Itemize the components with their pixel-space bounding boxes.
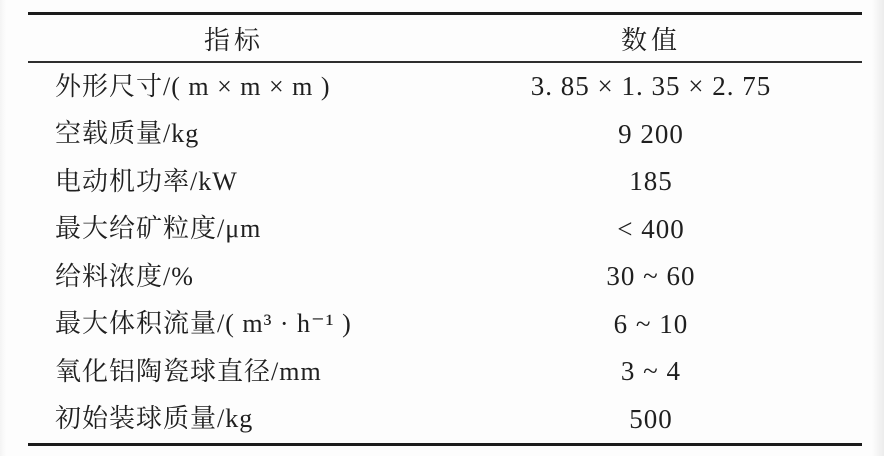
table-row bbox=[28, 206, 862, 254]
row-indicator: 空载质量/kg bbox=[55, 119, 200, 149]
table-row bbox=[28, 63, 862, 111]
row-value: 30 ~ 60 bbox=[606, 261, 696, 292]
row-indicator: 最大体积流量/( m³ · h⁻¹ ) bbox=[55, 309, 352, 339]
column-header-indicator: 指标 bbox=[203, 25, 264, 55]
row-indicator: 最大给矿粒度/μm bbox=[55, 214, 262, 244]
spec-table bbox=[28, 12, 862, 446]
row-indicator: 外形尺寸/( m × m × m ) bbox=[55, 71, 331, 101]
table-row bbox=[28, 301, 862, 349]
row-value: 3. 85 × 1. 35 × 2. 75 bbox=[530, 71, 772, 102]
table-bottom-rule bbox=[28, 443, 862, 446]
table-row bbox=[28, 253, 862, 301]
row-value: 3 ~ 4 bbox=[620, 356, 682, 387]
table-header-row bbox=[28, 15, 862, 61]
table-row bbox=[28, 111, 862, 159]
row-indicator: 电动机功率/kW bbox=[55, 166, 238, 196]
row-value: 185 bbox=[629, 166, 673, 197]
table-row bbox=[28, 348, 862, 396]
column-header-value: 数值 bbox=[620, 25, 681, 55]
row-value: < 400 bbox=[617, 213, 685, 244]
row-indicator: 给料浓度/% bbox=[55, 261, 194, 291]
row-value: 6 ~ 10 bbox=[613, 308, 689, 339]
table-row bbox=[28, 396, 862, 444]
row-value: 500 bbox=[629, 403, 673, 434]
row-indicator: 氧化铝陶瓷球直径/mm bbox=[55, 356, 322, 386]
row-value: 9 200 bbox=[618, 118, 684, 149]
row-indicator: 初始装球质量/kg bbox=[55, 404, 254, 434]
table-row bbox=[28, 158, 862, 206]
